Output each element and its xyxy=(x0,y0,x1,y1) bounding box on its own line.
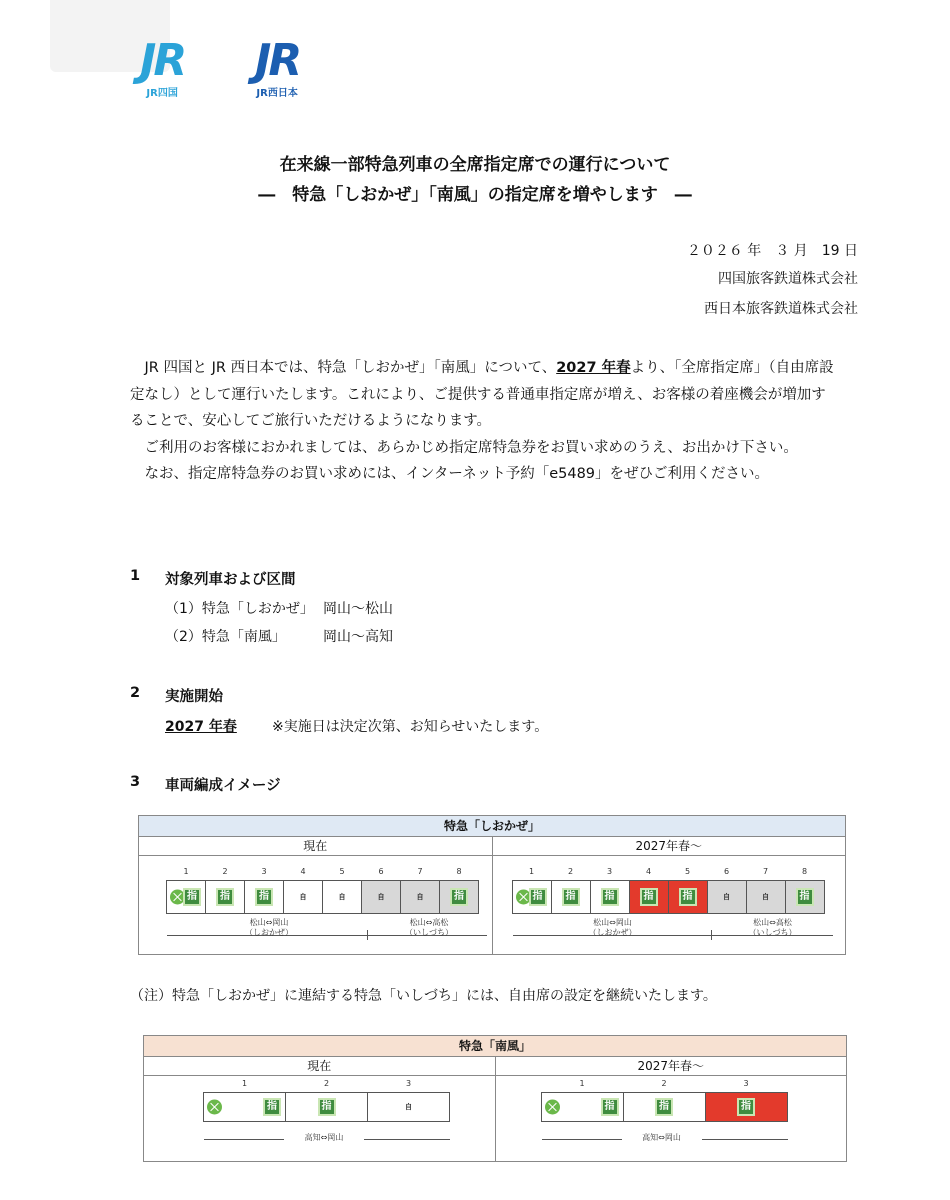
car-3 xyxy=(244,867,284,914)
reserved-seat-icon: 指 xyxy=(601,888,619,906)
jr-shikoku-label: JR四国 xyxy=(146,88,178,99)
section-2-note: ※実施日は決定次第、お知らせいたします。 xyxy=(272,719,549,735)
car-3 xyxy=(367,1079,450,1122)
car-number: 8 xyxy=(801,867,808,876)
car-2 xyxy=(285,1079,368,1122)
shiokaze-formation-panel xyxy=(138,815,846,955)
car-number: 4 xyxy=(645,867,652,876)
shiokaze-future-route-2: 松山⇔高松 （いしづち） xyxy=(748,918,797,937)
section-2-start: 2027 年春 xyxy=(165,719,237,735)
car-2 xyxy=(205,867,245,914)
reserved-seat-icon: 指 xyxy=(796,888,814,906)
non-reserved-seat-icon: 自 xyxy=(338,893,346,901)
shiokaze-future-label: 2027年春～ xyxy=(493,837,846,856)
car-number: 3 xyxy=(606,867,613,876)
section-1-item-1-label: （1）特急「しおかぜ」 xyxy=(165,601,314,617)
shiokaze-future-cars xyxy=(513,867,825,914)
car-8 xyxy=(785,867,825,914)
car-number: 1 xyxy=(241,1079,248,1088)
nankaze-current-label: 現在 xyxy=(144,1057,495,1076)
nankaze-current-cars xyxy=(204,1079,450,1122)
car-number: 1 xyxy=(579,1079,585,1088)
nankaze-formation-panel xyxy=(143,1035,847,1162)
car-6 xyxy=(707,867,747,914)
jr-west-mark: JR xyxy=(255,35,300,86)
reserved-seat-icon: 指 xyxy=(655,1098,673,1116)
car-number: 3 xyxy=(261,867,267,876)
reserved-seat-icon: 指 xyxy=(640,888,658,906)
shiokaze-current xyxy=(139,837,492,954)
shiokaze-panel-title: 特急「しおかぜ」 xyxy=(139,816,845,837)
shiokaze-current-cars xyxy=(167,867,479,914)
reserved-seat-icon: 指 xyxy=(737,1098,755,1116)
jr-west-label: JR西日本 xyxy=(256,88,298,99)
section-1-title: 対象列車および区間 xyxy=(165,572,296,588)
reserved-seat-icon: 指 xyxy=(263,1098,281,1116)
car-number: 2 xyxy=(567,867,574,876)
section-1-item-2-route: 岡山～高知 xyxy=(323,629,393,645)
car-number: 2 xyxy=(661,1079,667,1088)
release-date: ２０２６ 年 ３ 月 19 日 xyxy=(686,243,858,259)
green-car-icon xyxy=(207,1100,222,1115)
car-7 xyxy=(746,867,786,914)
section-2-title: 実施開始 xyxy=(165,689,223,705)
car-3 xyxy=(590,867,630,914)
nankaze-future-route: 高知⇔岡山 xyxy=(622,1133,702,1143)
car-number: 6 xyxy=(378,867,384,876)
section-3-number: 3 xyxy=(130,774,141,790)
reserved-seat-icon: 指 xyxy=(601,1098,619,1116)
car-6 xyxy=(361,867,401,914)
non-reserved-seat-icon: 自 xyxy=(299,893,307,901)
car-4 xyxy=(629,867,669,914)
shiokaze-future-route-1: 松山⇔岡山 （しおかぜ） xyxy=(588,918,637,937)
car-4 xyxy=(283,867,323,914)
company-west: 西日本旅客鉄道株式会社 xyxy=(704,301,858,317)
car-1 xyxy=(166,867,206,914)
non-reserved-seat-icon: 自 xyxy=(762,893,769,901)
jr-shikoku-mark: JR xyxy=(140,35,185,86)
car-8 xyxy=(439,867,479,914)
shiokaze-current-route-2: 松山⇔高松 （いしづち） xyxy=(405,918,453,937)
ishizuchi-note: （注）特急「しおかぜ」に連結する特急「いしづち」には、自由席の設定を継続いたします。 xyxy=(130,988,717,1004)
reserved-seat-icon: 指 xyxy=(216,888,234,906)
car-5 xyxy=(668,867,708,914)
car-number: 7 xyxy=(762,867,769,876)
car-number: 8 xyxy=(456,867,462,876)
reserved-seat-icon: 指 xyxy=(318,1098,336,1116)
jr-shikoku-logo xyxy=(140,35,185,99)
reserved-seat-icon: 指 xyxy=(679,888,697,906)
non-reserved-seat-icon: 自 xyxy=(377,893,385,901)
nankaze-current xyxy=(144,1057,495,1161)
section-1-item-1-route: 岡山～松山 xyxy=(323,601,393,617)
green-car-icon xyxy=(545,1100,560,1115)
car-number: 1 xyxy=(528,867,535,876)
section-1-item-2-label: （2）特急「南風」 xyxy=(165,629,286,645)
non-reserved-seat-icon: 自 xyxy=(405,1103,412,1111)
shiokaze-current-route-1: 松山⇔岡山 （しおかぜ） xyxy=(245,918,293,937)
car-2 xyxy=(551,867,591,914)
shiokaze-future xyxy=(492,837,846,954)
car-number: 3 xyxy=(405,1079,412,1088)
reserved-seat-icon: 指 xyxy=(450,888,468,906)
page-subtitle: ― 特急「しおかぜ」「南風」の指定席を増やします ― xyxy=(258,185,692,205)
intro-text xyxy=(130,355,835,488)
intro-paragraph-1: JR 四国と JR 西日本では、特急「しおかぜ」「南風」について、2027 年春より、「全席指定席」（自由席設定なし）として運行いたします。これにより、ご提供する普通車指定席が増え、お客様の着座機会が増加することで、安心してご旅行いただけるようになります。 xyxy=(130,360,834,429)
car-number: 6 xyxy=(723,867,730,876)
car-number: 2 xyxy=(323,1079,330,1088)
section-3-title: 車両編成イメージ xyxy=(165,778,281,794)
jr-west-logo xyxy=(255,35,300,99)
car-1 xyxy=(203,1079,286,1122)
car-number: 5 xyxy=(339,867,345,876)
nankaze-future xyxy=(495,1057,847,1161)
reserved-seat-icon: 指 xyxy=(255,888,273,906)
car-1 xyxy=(541,1079,624,1122)
intro-paragraph-3: なお、指定席特急券のお買い求めには、インターネット予約「e5489」をぜひご利用ください。 xyxy=(144,466,770,482)
intro-paragraph-2: ご利用のお客様におかれましては、あらかじめ指定席特急券をお買い求めのうえ、お出かけ下さい。 xyxy=(144,439,798,456)
car-number: 2 xyxy=(222,867,228,876)
reserved-seat-icon: 指 xyxy=(183,888,201,906)
company-shikoku: 四国旅客鉄道株式会社 xyxy=(718,271,858,287)
nankaze-future-label: 2027年春～ xyxy=(496,1057,847,1076)
car-3 xyxy=(705,1079,788,1122)
car-number: 5 xyxy=(684,867,691,876)
reserved-seat-icon: 指 xyxy=(562,888,580,906)
shiokaze-current-label: 現在 xyxy=(139,837,492,856)
section-1-number: 1 xyxy=(130,568,141,584)
car-number: 3 xyxy=(743,1079,749,1088)
car-7 xyxy=(400,867,440,914)
car-number: 4 xyxy=(300,867,306,876)
reserved-seat-icon: 指 xyxy=(529,888,547,906)
page-title: 在来線一部特急列車の全席指定席での運行について xyxy=(279,155,671,175)
car-1 xyxy=(512,867,552,914)
car-number: 7 xyxy=(417,867,423,876)
car-5 xyxy=(322,867,362,914)
nankaze-current-route: 高知⇔岡山 xyxy=(284,1133,364,1143)
nankaze-future-cars xyxy=(542,1079,788,1122)
non-reserved-seat-icon: 自 xyxy=(723,893,730,901)
section-2-number: 2 xyxy=(130,685,141,701)
nankaze-panel-title: 特急「南風」 xyxy=(144,1036,846,1057)
car-number: 1 xyxy=(183,867,189,876)
car-2 xyxy=(623,1079,706,1122)
non-reserved-seat-icon: 自 xyxy=(416,893,424,901)
